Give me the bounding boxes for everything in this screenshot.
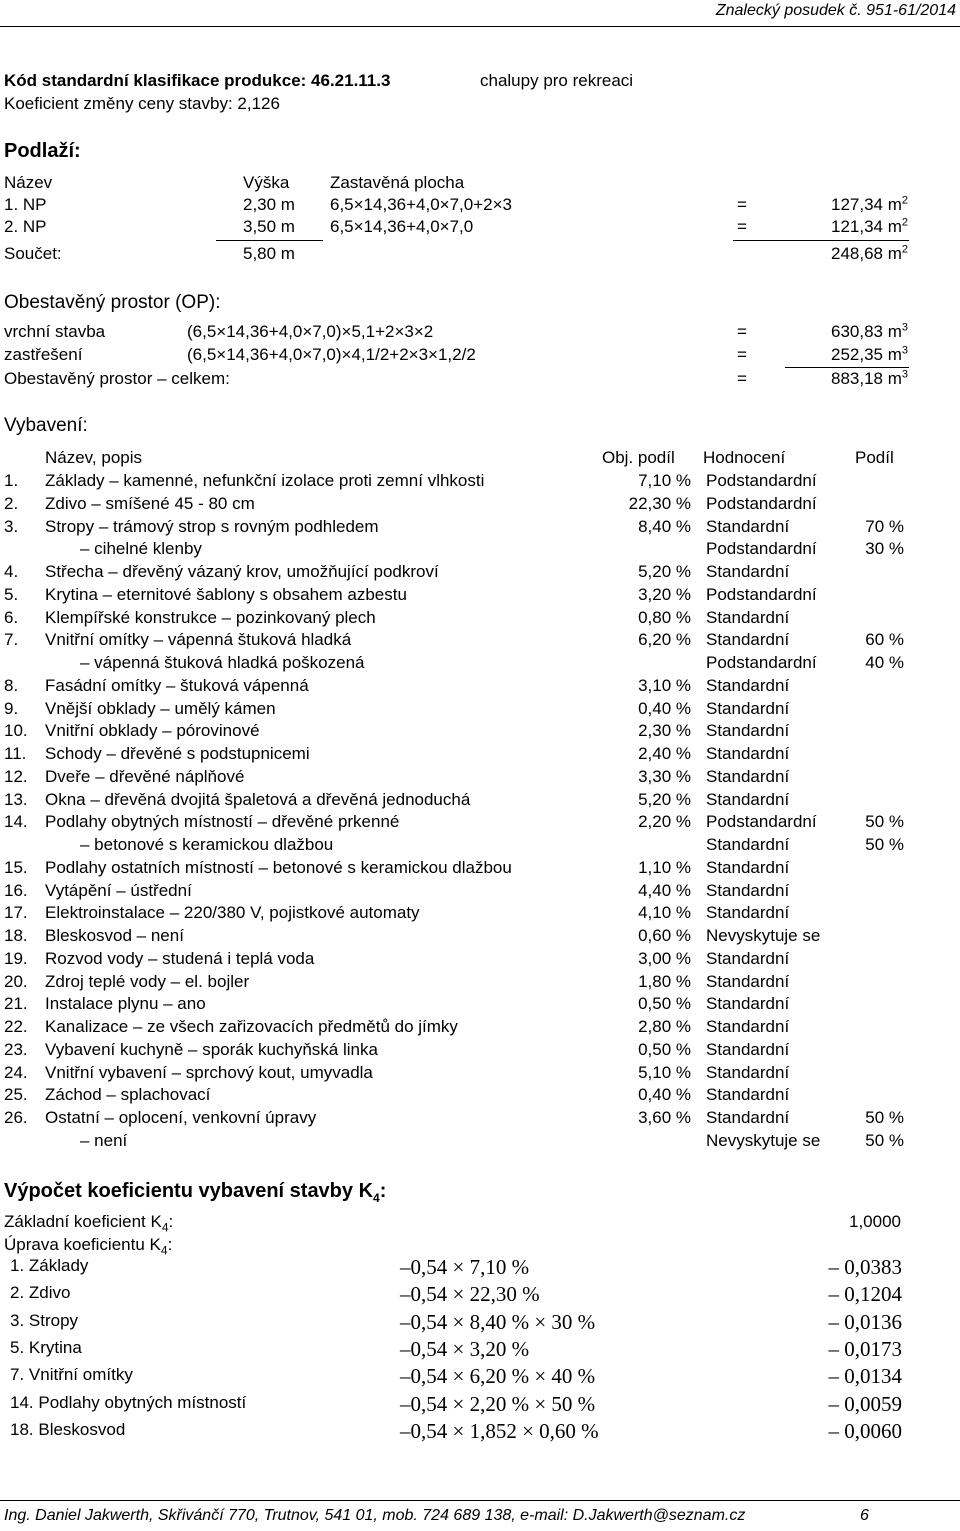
equipment-description: – vápenná štuková hladká poškozená	[80, 653, 365, 672]
k4-item: 7. Vnitřní omítky	[10, 1365, 133, 1385]
equipment-number: 12.	[4, 766, 28, 786]
equipment-share: 7,10 %	[638, 471, 691, 490]
equipment-rating: Podstandardní	[706, 471, 817, 490]
floor-formula: 6,5×14,36+4,0×7,0	[330, 217, 474, 236]
equipment-description: Vytápění – ústřední	[45, 880, 192, 900]
k4-title	[4, 1180, 386, 1203]
equipment-row	[0, 1085, 960, 1108]
equipment-col-share: Obj. podíl	[602, 448, 675, 467]
equipment-description: Vybavení kuchyně – sporák kuchyňská linka	[45, 1039, 378, 1059]
volume-eq: =	[737, 322, 747, 341]
k4-formula: –0,54 × 22,30 %	[400, 1282, 540, 1307]
volume-row	[0, 322, 960, 345]
equipment-part: 50 %	[865, 1130, 904, 1150]
unit-exponent: 3	[901, 344, 908, 357]
equipment-description: Ostatní – oplocení, venkovní úpravy	[45, 1108, 317, 1127]
equipment-rating: Standardní	[706, 994, 790, 1014]
k4-base-subscript: 4	[161, 1220, 169, 1235]
equipment-description: Zdroj teplé vody – el. bojler	[45, 971, 250, 991]
equipment-description: Okna – dřevěná dvojitá špaletová a dřevěná jednoduchá	[45, 789, 471, 809]
k4-result: – 0,0059	[828, 1391, 902, 1416]
floors-col-area: Zastavěná plocha	[330, 173, 465, 192]
equipment-rating: Podstandardní	[706, 539, 817, 559]
equipment-share: 0,60 %	[638, 926, 691, 945]
classification-description: chalupy pro rekreaci	[480, 71, 634, 90]
equipment-part: 60 %	[865, 630, 904, 650]
equipment-rating: Standardní	[706, 630, 790, 650]
equipment-number: 20.	[4, 971, 28, 991]
floor-sum-result	[831, 244, 908, 264]
equipment-col-name: Název, popis	[45, 448, 143, 467]
volume-total-result	[831, 369, 908, 389]
equipment-share: 8,40 %	[638, 516, 691, 536]
equipment-row	[0, 949, 960, 972]
equipment-share: 3,10 %	[638, 675, 691, 695]
floors-col-height: Výška	[243, 173, 290, 192]
k4-base-end: :	[168, 1212, 174, 1231]
k4-result: – 0,0060	[828, 1418, 902, 1443]
equipment-part: 50 %	[865, 1108, 904, 1127]
price-change-coefficient: Koeficient změny ceny stavby: 2,126	[4, 94, 280, 113]
k4-result: – 0,0383	[828, 1255, 902, 1279]
equipment-share: 22,30 %	[628, 493, 691, 513]
equipment-row	[0, 699, 960, 722]
k4-adjust-label-text: Úprava koeficientu K	[4, 1235, 161, 1254]
equipment-number: 17.	[4, 903, 28, 923]
equipment-rating: Nevyskytuje se	[706, 1130, 821, 1150]
k4-adjust-label	[4, 1235, 173, 1258]
equipment-row	[0, 790, 960, 813]
equipment-number: 26.	[4, 1108, 28, 1127]
equipment-share: 6,20 %	[638, 630, 691, 650]
k4-adjust-subscript: 4	[160, 1243, 168, 1258]
unit-exponent: 2	[901, 243, 908, 256]
equipment-row	[0, 562, 960, 585]
equipment-share: 0,50 %	[638, 1039, 691, 1059]
equipment-part: 40 %	[865, 653, 904, 672]
volume-name: zastřešení	[4, 345, 83, 364]
k4-formula: –0,54 × 7,10 %	[400, 1255, 530, 1279]
equipment-description: – betonové s keramickou dlažbou	[80, 835, 334, 854]
equipment-rating: Standardní	[706, 1108, 790, 1127]
equipment-row	[0, 835, 960, 858]
equipment-row	[0, 1108, 960, 1131]
equipment-col-rating: Hodnocení	[703, 448, 786, 467]
equipment-share: 2,40 %	[638, 744, 691, 763]
equipment-share: 3,20 %	[638, 584, 691, 604]
floor-result	[831, 195, 908, 215]
volume-title: Obestavěný prostor (OP):	[4, 292, 221, 313]
floor-eq: =	[737, 217, 747, 236]
equipment-rating: Standardní	[706, 1017, 790, 1036]
equipment-rating: Standardní	[706, 857, 790, 877]
equipment-share: 5,20 %	[638, 562, 691, 581]
k4-title-text: Výpočet koeficientu vybavení stavby K	[4, 1180, 374, 1202]
document-reference: Znalecký posudek č. 951-61/2014	[715, 2, 956, 19]
equipment-row	[0, 881, 960, 904]
k4-adjust-end: :	[167, 1235, 173, 1254]
equipment-rating: Standardní	[706, 948, 790, 968]
equipment-number: 5.	[4, 584, 19, 604]
equipment-number: 3.	[4, 516, 19, 536]
equipment-rating: Standardní	[706, 903, 790, 923]
volume-total-label: Obestavěný prostor – celkem:	[4, 369, 230, 388]
equipment-part: 50 %	[865, 835, 904, 854]
equipment-row	[0, 676, 960, 699]
equipment-header-row	[0, 448, 960, 471]
equipment-rating: Standardní	[706, 766, 790, 786]
k4-base-value: 1,0000	[849, 1212, 901, 1231]
equipment-row	[0, 630, 960, 653]
equipment-description: Vnitřní omítky – vápenná štuková hladká	[45, 630, 352, 650]
k4-result: – 0,1204	[828, 1282, 902, 1307]
floors-rule-result	[733, 240, 909, 241]
footer-text: Ing. Daniel Jakwerth, Skřivánčí 770, Trutnov, 541 01, mob. 724 689 138, e-mail: D.Jakwerth@seznam.cz	[4, 1507, 746, 1524]
equipment-row	[0, 744, 960, 767]
volume-row	[0, 345, 960, 368]
equipment-rating: Nevyskytuje se	[706, 926, 821, 945]
floor-result-value: 121,34 m	[830, 217, 902, 236]
footer-rule	[0, 1500, 960, 1501]
equipment-col-part: Podíl	[855, 448, 894, 467]
floor-sum-row	[0, 244, 960, 267]
equipment-row	[0, 1017, 960, 1040]
equipment-share: 5,20 %	[638, 789, 691, 809]
volume-formula: (6,5×14,36+4,0×7,0)×5,1+2×3×2	[187, 322, 434, 341]
equipment-number: 21.	[4, 994, 28, 1014]
equipment-rating: Standardní	[706, 675, 790, 695]
equipment-number: 1.	[4, 471, 19, 490]
equipment-row	[0, 767, 960, 790]
k4-formula: –0,54 × 8,40 % × 30 %	[400, 1309, 596, 1334]
k4-row	[0, 1419, 960, 1446]
equipment-description: Vnitřní vybavení – sprchový kout, umyvadla	[45, 1062, 373, 1082]
equipment-description: Základy – kamenné, nefunkční izolace proti zemní vlhkosti	[45, 471, 485, 490]
equipment-number: 14.	[4, 812, 28, 832]
classification-code: Kód standardní klasifikace produkce: 46.21.11.3	[4, 71, 391, 90]
equipment-share: 1,80 %	[638, 971, 691, 991]
floor-eq: =	[737, 195, 747, 214]
floor-row	[0, 217, 960, 240]
equipment-number: 11.	[4, 744, 27, 763]
floors-col-name: Název	[4, 173, 53, 192]
equipment-description: Krytina – eternitové šablony s obsahem azbestu	[45, 584, 407, 604]
unit-exponent: 3	[901, 321, 908, 334]
equipment-number: 23.	[4, 1039, 28, 1059]
equipment-share: 0,80 %	[638, 607, 691, 627]
equipment-row	[0, 926, 960, 949]
k4-row	[0, 1255, 960, 1282]
equipment-number: 4.	[4, 562, 19, 581]
equipment-row	[0, 585, 960, 608]
equipment-row	[0, 517, 960, 540]
k4-row	[0, 1337, 960, 1364]
k4-item: 14. Podlahy obytných místností	[10, 1392, 247, 1412]
floor-row	[0, 195, 960, 218]
k4-base-label-text: Základní koeficient K	[4, 1212, 162, 1231]
equipment-row	[0, 858, 960, 881]
equipment-description: Kanalizace – ze všech zařizovacích předmětů do jímky	[45, 1017, 458, 1036]
floor-formula: 6,5×14,36+4,0×7,0+2×3	[330, 195, 512, 214]
equipment-description: Záchod – splachovací	[45, 1085, 211, 1105]
floor-height: 2,30 m	[243, 195, 295, 214]
equipment-description: Klempířské konstrukce – pozinkovaný plech	[45, 607, 376, 627]
equipment-share: 0,40 %	[638, 1085, 691, 1105]
equipment-number: 22.	[4, 1017, 28, 1036]
equipment-rating: Standardní	[706, 1039, 790, 1059]
header-rule	[0, 26, 960, 27]
k4-row	[0, 1310, 960, 1337]
k4-row	[0, 1392, 960, 1419]
volume-result	[831, 322, 908, 342]
floors-title: Podlaží:	[4, 140, 81, 162]
page-number: 6	[860, 1507, 869, 1524]
equipment-rating: Standardní	[706, 835, 790, 854]
volume-rule-result	[785, 367, 909, 368]
k4-item: 2. Zdivo	[10, 1283, 71, 1303]
equipment-number: 7.	[4, 630, 19, 650]
equipment-description: – není	[80, 1130, 128, 1150]
equipment-row	[0, 653, 960, 676]
equipment-row	[0, 1040, 960, 1063]
equipment-share: 3,60 %	[638, 1108, 691, 1127]
k4-item: 1. Základy	[10, 1256, 89, 1275]
equipment-description: Střecha – dřevěný vázaný krov, umožňující podkroví	[45, 562, 439, 581]
k4-formula: –0,54 × 2,20 % × 50 %	[400, 1391, 596, 1416]
volume-result	[831, 345, 908, 365]
equipment-description: Elektroinstalace – 220/380 V, pojistkové automaty	[45, 903, 420, 923]
equipment-title: Vybavení:	[4, 415, 88, 436]
equipment-number: 6.	[4, 607, 19, 627]
unit-exponent: 2	[901, 194, 908, 207]
equipment-row	[0, 608, 960, 631]
equipment-share: 4,40 %	[638, 880, 691, 900]
floor-sum-height: 5,80 m	[243, 244, 295, 263]
volume-total-value: 883,18 m	[830, 369, 902, 388]
equipment-number: 13.	[4, 789, 28, 809]
equipment-share: 4,10 %	[638, 903, 691, 923]
equipment-share: 3,30 %	[638, 766, 691, 786]
equipment-part: 70 %	[865, 516, 904, 536]
equipment-rating: Standardní	[706, 516, 790, 536]
k4-item: 5. Krytina	[10, 1337, 82, 1357]
equipment-number: 9.	[4, 698, 19, 718]
volume-result-value: 252,35 m	[830, 345, 902, 364]
equipment-part: 50 %	[865, 812, 904, 832]
equipment-rating: Standardní	[706, 607, 790, 627]
equipment-description: Vnější obklady – umělý kámen	[45, 698, 276, 718]
equipment-rating: Standardní	[706, 744, 790, 763]
k4-base-label	[4, 1212, 174, 1235]
equipment-rating: Podstandardní	[706, 493, 817, 513]
k4-formula: –0,54 × 1,852 × 0,60 %	[400, 1418, 599, 1443]
k4-item: 18. Bleskosvod	[10, 1419, 126, 1439]
equipment-row	[0, 1131, 960, 1154]
equipment-number: 8.	[4, 675, 19, 695]
k4-result: – 0,0173	[828, 1336, 902, 1361]
equipment-description: Instalace plynu – ano	[45, 994, 206, 1014]
equipment-part: 30 %	[865, 539, 904, 559]
equipment-row	[0, 812, 960, 835]
volume-result-value: 630,83 m	[830, 322, 902, 341]
k4-result: – 0,0136	[828, 1309, 902, 1334]
equipment-row	[0, 471, 960, 494]
equipment-row	[0, 972, 960, 995]
floor-sum-label: Součet:	[4, 244, 62, 263]
floor-result	[831, 217, 908, 237]
equipment-share: 2,20 %	[638, 812, 691, 832]
equipment-row	[0, 494, 960, 517]
volume-name: vrchní stavba	[4, 322, 106, 341]
equipment-share: 3,00 %	[638, 948, 691, 968]
k4-row	[0, 1282, 960, 1309]
equipment-rating: Standardní	[706, 971, 790, 991]
equipment-rating: Podstandardní	[706, 653, 817, 672]
equipment-number: 18.	[4, 926, 28, 945]
equipment-description: Schody – dřevěné s podstupnicemi	[45, 744, 310, 763]
volume-formula: (6,5×14,36+4,0×7,0)×4,1/2+2×3×1,2/2	[187, 345, 476, 364]
equipment-share: 1,10 %	[638, 857, 691, 877]
equipment-number: 2.	[4, 493, 19, 513]
volume-total-eq: =	[737, 369, 747, 388]
equipment-rating: Standardní	[706, 1085, 790, 1105]
equipment-share: 0,50 %	[638, 994, 691, 1014]
equipment-rating: Standardní	[706, 1062, 790, 1082]
equipment-number: 16.	[4, 880, 28, 900]
equipment-description: – cihelné klenby	[80, 539, 202, 559]
equipment-rating: Podstandardní	[706, 812, 817, 832]
floor-name: 2. NP	[4, 217, 47, 236]
equipment-description: Rozvod vody – studená i teplá voda	[45, 948, 315, 968]
floor-sum-value: 248,68 m	[830, 244, 902, 263]
equipment-share: 2,80 %	[638, 1017, 691, 1036]
equipment-share: 5,10 %	[638, 1062, 691, 1082]
k4-title-subscript: 4	[373, 1191, 380, 1205]
k4-item: 3. Stropy	[10, 1310, 79, 1330]
equipment-description: Podlahy ostatních místností – betonové s keramickou dlažbou	[45, 857, 512, 877]
floor-height: 3,50 m	[243, 217, 295, 236]
equipment-rating: Standardní	[706, 721, 790, 741]
equipment-row	[0, 539, 960, 562]
k4-formula: –0,54 × 3,20 %	[400, 1336, 530, 1361]
volume-total-row	[0, 369, 960, 392]
equipment-description: Stropy – trámový strop s rovným podhledem	[45, 516, 379, 536]
equipment-row	[0, 721, 960, 744]
floors-rule-height	[216, 240, 323, 241]
equipment-share: 0,40 %	[638, 698, 691, 718]
equipment-number: 15.	[4, 857, 28, 877]
equipment-number: 10.	[4, 721, 28, 741]
k4-result: – 0,0134	[828, 1364, 902, 1389]
equipment-number: 25.	[4, 1085, 28, 1105]
equipment-rating: Podstandardní	[706, 584, 817, 604]
equipment-description: Vnitřní obklady – pórovinové	[45, 721, 260, 741]
unit-exponent: 2	[901, 216, 908, 229]
equipment-number: 19.	[4, 948, 28, 968]
unit-exponent: 3	[901, 368, 908, 381]
floor-name: 1. NP	[4, 195, 47, 214]
equipment-number: 24.	[4, 1062, 28, 1082]
equipment-rating: Standardní	[706, 789, 790, 809]
equipment-rating: Standardní	[706, 698, 790, 718]
equipment-row	[0, 903, 960, 926]
equipment-description: Fasádní omítky – štuková vápenná	[45, 675, 309, 695]
k4-row	[0, 1364, 960, 1391]
volume-eq: =	[737, 345, 747, 364]
equipment-rating: Standardní	[706, 562, 790, 581]
equipment-rating: Standardní	[706, 880, 790, 900]
floor-result-value: 127,34 m	[830, 195, 902, 214]
equipment-share: 2,30 %	[638, 721, 691, 741]
equipment-description: Podlahy obytných místností – dřevěné prkenné	[45, 812, 400, 832]
k4-title-end: :	[379, 1180, 387, 1202]
k4-formula: –0,54 × 6,20 % × 40 %	[400, 1364, 596, 1389]
equipment-description: Dveře – dřevěné náplňové	[45, 766, 245, 786]
equipment-description: Zdivo – smíšené 45 - 80 cm	[45, 493, 255, 513]
equipment-row	[0, 994, 960, 1017]
equipment-description: Bleskosvod – není	[45, 926, 184, 945]
equipment-row	[0, 1063, 960, 1086]
